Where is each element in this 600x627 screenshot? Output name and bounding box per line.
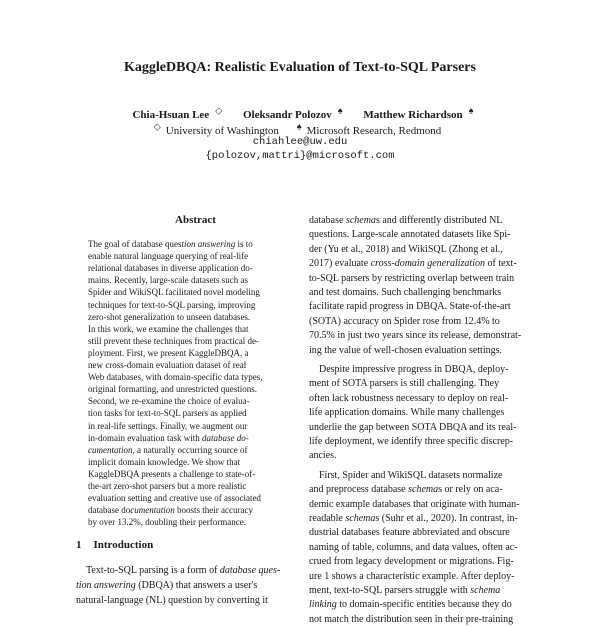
- abstract-line-8: In this work, we examine the challenges that: [88, 323, 249, 334]
- abstract-line-1: The goal of database question answering is to: [88, 239, 253, 249]
- right-column-line-20: demic example databases that originate with human-: [309, 498, 520, 510]
- abstract-line-2: enable natural language querying of real-life: [88, 251, 249, 262]
- right-column-line-6: and test domains. Such challenging benchmarks: [309, 287, 502, 298]
- right-column-line-15: underlie the gap between SOTA DBQA and its real-: [309, 421, 517, 433]
- right-column-line-11: Despite impressive progress in DBQA, deploy-: [319, 364, 509, 375]
- affiliation-1: [153, 121, 284, 137]
- right-column-line-22: dustrial databases feature abbreviated and obscure: [309, 527, 510, 539]
- abstract-line-20: KaggleDBQA presents a challenge to state-of-: [88, 468, 256, 479]
- abstract-line-3: relational databases in diverse application do-: [88, 263, 253, 274]
- right-column-line-16: life deployment, we identify three specific discrep-: [309, 436, 514, 447]
- email-2: {polozov,mattri}@microsoft.com: [205, 150, 395, 162]
- paper-title: KaggleDBQA: Realistic Evaluation of Text-to-SQL Parsers: [124, 60, 476, 75]
- right-column-line-26: ment, text-to-SQL parsers struggle with schema: [309, 585, 501, 596]
- author-1-name: Chia-Hsuan Lee: [132, 108, 210, 121]
- affiliation-1-mark: ◇: [153, 121, 161, 131]
- abstract-line-22: evaluation setting and creative use of associated: [88, 493, 261, 504]
- right-column-line-12: ment of SOTA parsers is still challenging. They: [309, 378, 500, 390]
- abstract-line-12: Web databases, with domain-specific data types,: [88, 372, 263, 383]
- email-1: chiahlee@uw.edu: [252, 136, 348, 148]
- right-column-line-25: ure 1 shows a characteristic example. After deploy-: [309, 570, 515, 582]
- affiliation-2: [296, 121, 447, 137]
- introduction-line-1: Text-to-SQL parsing is a form of database ques-: [86, 565, 281, 576]
- right-column-line-9: 70.5% in just two years since its release, demonstrat-: [309, 330, 522, 342]
- abstract-heading: Abstract: [175, 214, 216, 226]
- abstract-line-16: in real-life settings. Finally, we augment our: [88, 420, 248, 431]
- right-column-line-8: (SOTA) accuracy on Spider rose from 12.4% to: [309, 315, 500, 327]
- right-column-line-27: linking to domain-specific entities because they do: [309, 599, 512, 611]
- author-1-mark: ◇: [215, 105, 223, 115]
- introduction-line-3: natural-language (NL) question by converting it: [76, 595, 268, 606]
- affiliation-2-mark: ♠: [296, 121, 302, 131]
- abstract-line-14: Second, we re-examine the choice of evalua-: [88, 396, 250, 407]
- right-column-line-24: crued from legacy development or migrations. Fig-: [309, 556, 514, 568]
- right-column-line-1: database schemas and differently distributed NL: [309, 215, 503, 226]
- affiliation-1-name: University of Washington: [165, 124, 279, 137]
- author-2: [237, 105, 343, 121]
- right-column-line-10: ing the value of well-chosen evaluation settings.: [309, 344, 503, 356]
- abstract-line-18: cumentation, a naturally occurring source of: [88, 444, 248, 455]
- right-column-line-18: First, Spider and WikiSQL datasets normalize: [319, 469, 503, 481]
- introduction-heading: [76, 539, 306, 551]
- right-column-line-21: readable schemas (Suhr et al., 2020). In contrast, in-: [309, 513, 518, 524]
- abstract-line-19: implicit domain knowledge. We show that: [88, 456, 241, 467]
- right-column-line-5: to-SQL parsers by restricting overlap between train: [309, 272, 515, 284]
- abstract-line-13: original formatting, and unrestricted questions.: [88, 384, 257, 395]
- right-column-line-19: and preprocess database schemas or rely on aca-: [309, 484, 503, 496]
- abstract-line-24: by over 13.2%, doubling their performance.: [88, 517, 246, 528]
- abstract-line-5: Spider and WikiSQL facilitated novel modeling: [88, 287, 260, 298]
- right-column-line-28: not match the distribution seen in their pre-training: [309, 613, 514, 625]
- introduction-line-2: tion answering (DBQA) that answers a user's: [76, 580, 258, 591]
- abstract-line-7: zero-shot generalization to unseen databases.: [88, 311, 251, 322]
- abstract-line-17: in-domain evaluation task with database do-: [88, 432, 249, 443]
- right-column-line-3: der (Yu et al., 2018) and WikiSQL (Zhong et al.,: [309, 243, 503, 255]
- author-3: [357, 105, 474, 121]
- abstract-line-6: techniques for text-to-SQL parsing, improving: [88, 299, 256, 310]
- right-column-line-13: often lack robustness necessary to deploy on real-: [309, 392, 509, 404]
- right-column-line-17: ancies.: [309, 450, 337, 462]
- author-1: [126, 105, 223, 121]
- right-column-line-23: naming of table, columns, and data values, often ac-: [309, 541, 518, 553]
- abstract-line-4: mains. Recently, large-scale datasets such as: [88, 275, 248, 286]
- affiliation-list: [0, 121, 600, 137]
- right-column-line-14: life application domains. While many challenges: [309, 407, 505, 419]
- author-list: [0, 105, 600, 121]
- author-2-mark: ♠: [337, 105, 343, 115]
- abstract-line-10: ployment. First, we present KaggleDBQA, a: [88, 347, 249, 358]
- abstract-line-11: new cross-domain evaluation dataset of real: [88, 360, 247, 370]
- right-column-line-7: facilitate rapid progress in DBQA. State-of-the-art: [309, 301, 511, 313]
- abstract-line-9: still prevent these techniques from practical de-: [88, 335, 259, 346]
- right-column-line-2: questions. Large-scale annotated datasets like Spi-: [309, 229, 511, 241]
- right-column-line-4: 2017) evaluate cross-domain generalization of text-: [309, 258, 517, 270]
- abstract-line-23: database documentation boosts their accuracy: [88, 505, 253, 516]
- author-3-mark: ♠: [468, 105, 474, 115]
- abstract-line-15: tion tasks for text-to-SQL parsers as applied: [88, 408, 247, 419]
- author-3-name: Matthew Richardson: [363, 108, 463, 121]
- section-number: 1: [76, 539, 82, 551]
- author-2-name: Oleksandr Polozov: [242, 108, 332, 121]
- affiliation-2-name: Microsoft Research, Redmond: [306, 124, 442, 137]
- abstract-line-21: the-art zero-shot parsers but a more realistic: [88, 481, 247, 491]
- section-title: Introduction: [93, 539, 154, 551]
